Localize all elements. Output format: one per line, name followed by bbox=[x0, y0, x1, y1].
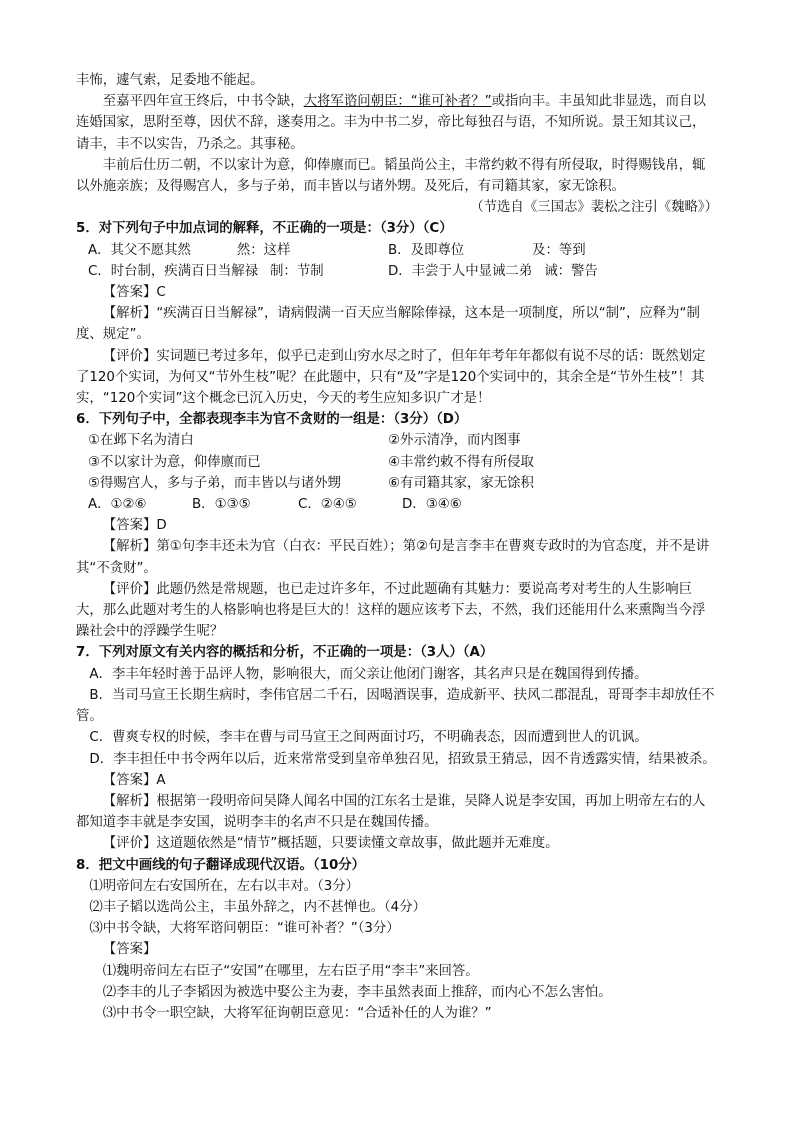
q8-sentence-1: ⑴明帝问左右安国所在，左右以丰对。（3分） bbox=[89, 878, 360, 894]
q6-items bbox=[76, 430, 718, 494]
q6-item: ④丰常约敕不得有所侵取 bbox=[388, 454, 534, 470]
q7-analysis: 【解析】根据第一段明帝问吴降人闻名中国的江东名士是谁，吴降人说是李安国，再加上明帝左右的人都知道李丰就是李安国，说明李丰的名声不只是在魏国传播。 bbox=[76, 793, 706, 831]
q5-analysis: 【解析】“疾满百日当解禄”，请病假满一百天应当解除俸禄，这本是一项制度，所以“制”，应释为“制度、规定”。 bbox=[76, 306, 700, 343]
q6-item: ①在邺下名为清白 bbox=[88, 433, 194, 449]
option-definition: 然：这样 bbox=[236, 242, 291, 258]
q6-item: ③不以家计为意，仰俸廪而已 bbox=[88, 454, 261, 470]
q6-option-a: A．①②⑥ bbox=[88, 497, 147, 513]
q5-option-b bbox=[388, 240, 718, 261]
option-definition: 诫：警告 bbox=[544, 263, 598, 279]
q6-option-c: C．②④⑤ bbox=[298, 497, 357, 513]
q6-comment: 【评价】此题仍然是常规题，也已走过许多年，不过此题确有其魅力：要说高考对考生的人生影响巨大，那么此题对考生的人格影响也将是巨大的！这样的题应该考下去，不然，我们还能用什么来熏陶当今浮躁社会中的浮躁学生呢？ bbox=[76, 581, 706, 640]
q7-comment: 【评价】这道题依然是“情节”概括题，只要读懂文章故事，做此题并无难度。 bbox=[102, 836, 559, 852]
question-7-title: 7．下列对原文有关内容的概括和分析，不正确的一项是：（3人）（A） bbox=[76, 645, 494, 661]
q5-option-c bbox=[88, 261, 388, 282]
q5-comment: 【评价】实词题已考过多年，似乎已走到山穷水尽之时了，但年年考年年都似有说不尽的话：既然划定了120个实词，为何又“节外生枝”呢？在此题中，只有“及”字是120个实词中的，其余全是“节外生枝”！其实，“120个实词”这个概念已沉入历史，今天的考生应知多识广才是！ bbox=[76, 348, 706, 407]
q8-sentence-3: ⑶中书令缺，大将军谘问朝臣：“谁可补者？”（3分） bbox=[89, 921, 400, 937]
q8-sentence-2: ⑵丰子韬以选尚公主，丰虽外辞之，内不甚惮也。（4分） bbox=[89, 899, 426, 915]
question-6-title: 6．下列句子中，全都表现李丰为官不贪财的一组是：（3分）（D） bbox=[76, 412, 468, 428]
q6-answer: 【答案】D bbox=[102, 518, 167, 534]
q8-answer-label: 【答案】 bbox=[102, 942, 157, 958]
q6-option-d: D．③④⑥ bbox=[402, 497, 462, 513]
option-text: B．及即尊位 bbox=[388, 242, 465, 258]
q5-answer: 【答案】C bbox=[102, 285, 166, 301]
q5-option-a bbox=[88, 240, 388, 261]
passage-paragraph-2 bbox=[76, 91, 718, 155]
q6-item: ②外示清净，而内图事 bbox=[388, 433, 521, 449]
option-definition: 及：等到 bbox=[532, 242, 586, 258]
q8-answer-3: ⑶中书令一职空缺，大将军征询朝臣意见：“合适补任的人为谁？” bbox=[102, 1005, 492, 1021]
q8-answer-1: ⑴魏明帝问左右臣子“安国”在哪里，左右臣子用“李丰”来回答。 bbox=[102, 963, 479, 979]
passage-source: （节选自《三国志》裴松之注引《魏略》） bbox=[470, 200, 718, 216]
passage-line: 丰怖，遽气索，足委地不能起。 bbox=[76, 73, 264, 88]
question-5-title: 5．对下列句子中加点词的解释，不正确的一项是：（3分）（C） bbox=[76, 221, 453, 237]
passage-paragraph-3: 丰前后仕历二朝，不以家计为意，仰俸廪而已。韬虽尚公主，丰常约敕不得有所侵取，时得赐钱帛，辄以外施亲族；及得赐宫人，多与子弟，而丰皆以与诸外甥。及死后，有司籍其家，家无馀积。 bbox=[76, 157, 706, 195]
q6-options bbox=[76, 494, 718, 515]
option-definition: 制：节制 bbox=[270, 263, 324, 279]
q6-item: ⑤得赐宫人，多与子弟，而丰皆以与诸外甥 bbox=[88, 475, 342, 491]
q5-option-d bbox=[388, 261, 718, 282]
q7-option-d: D．李丰担任中书令两年以后，近来常常受到皇帝单独召见，招致景王猜忌，因不肯透露实情，结果被杀。 bbox=[89, 751, 716, 767]
option-text: A．其父不愿其然 bbox=[88, 242, 191, 258]
q7-option-c: C．曹爽专权的时候，李丰在曹与司马宣王之间两面讨巧，不明确表态，因而遭到世人的讥讽。 bbox=[89, 730, 648, 746]
document-page bbox=[76, 70, 718, 1024]
q7-answer: 【答案】A bbox=[102, 772, 166, 788]
q7-option-a: A．李丰年轻时善于品评人物，影响很大，而父亲让他闭门谢客，其名声只是在魏国得到传播。 bbox=[89, 666, 648, 682]
q6-item: ⑥有司籍其家，家无馀积 bbox=[388, 475, 534, 491]
q6-option-b: B．①③⑤ bbox=[192, 497, 251, 513]
underlined-sentence: 大将军谘问朝臣：“谁可补者？” bbox=[303, 94, 492, 110]
option-text: C．时台制，疾满百日当解禄 bbox=[88, 263, 259, 279]
q7-option-b: B．当司马宣王长期生病时，李伟官居二千石，因喝酒误事，造成新平、扶风二郡混乱，哥哥李丰却放任不管。 bbox=[76, 687, 715, 725]
option-text: D．丰尝于人中显诫二弟 bbox=[388, 263, 533, 279]
q8-answer-2: ⑵李丰的儿子李韬因为被选中娶公主为妻，李丰虽然表面上推辞，而内心不怎么害怕。 bbox=[102, 984, 612, 1000]
passage-text: 至嘉平四年宣王终后，中书令缺， bbox=[102, 94, 304, 110]
q5-options bbox=[76, 240, 718, 282]
passage-text: 或指向丰。丰虽知此非显选，而自以连婚国家，思附至尊，因伏不辞，遂奏用之。丰为中书二岁，帝比每独召与语，不知所说。景王知其议己，请丰，丰不以实告，乃杀之。其事秘。 bbox=[76, 94, 706, 152]
q6-analysis: 【解析】第①句李丰还未为官（白衣：平民百姓）；第②句是言李丰在曹爽专政时的为官态度，并不是讲其“不贪财”。 bbox=[76, 539, 710, 576]
question-8-title: 8．把文中画线的句子翻译成现代汉语。（10分） bbox=[76, 857, 366, 873]
